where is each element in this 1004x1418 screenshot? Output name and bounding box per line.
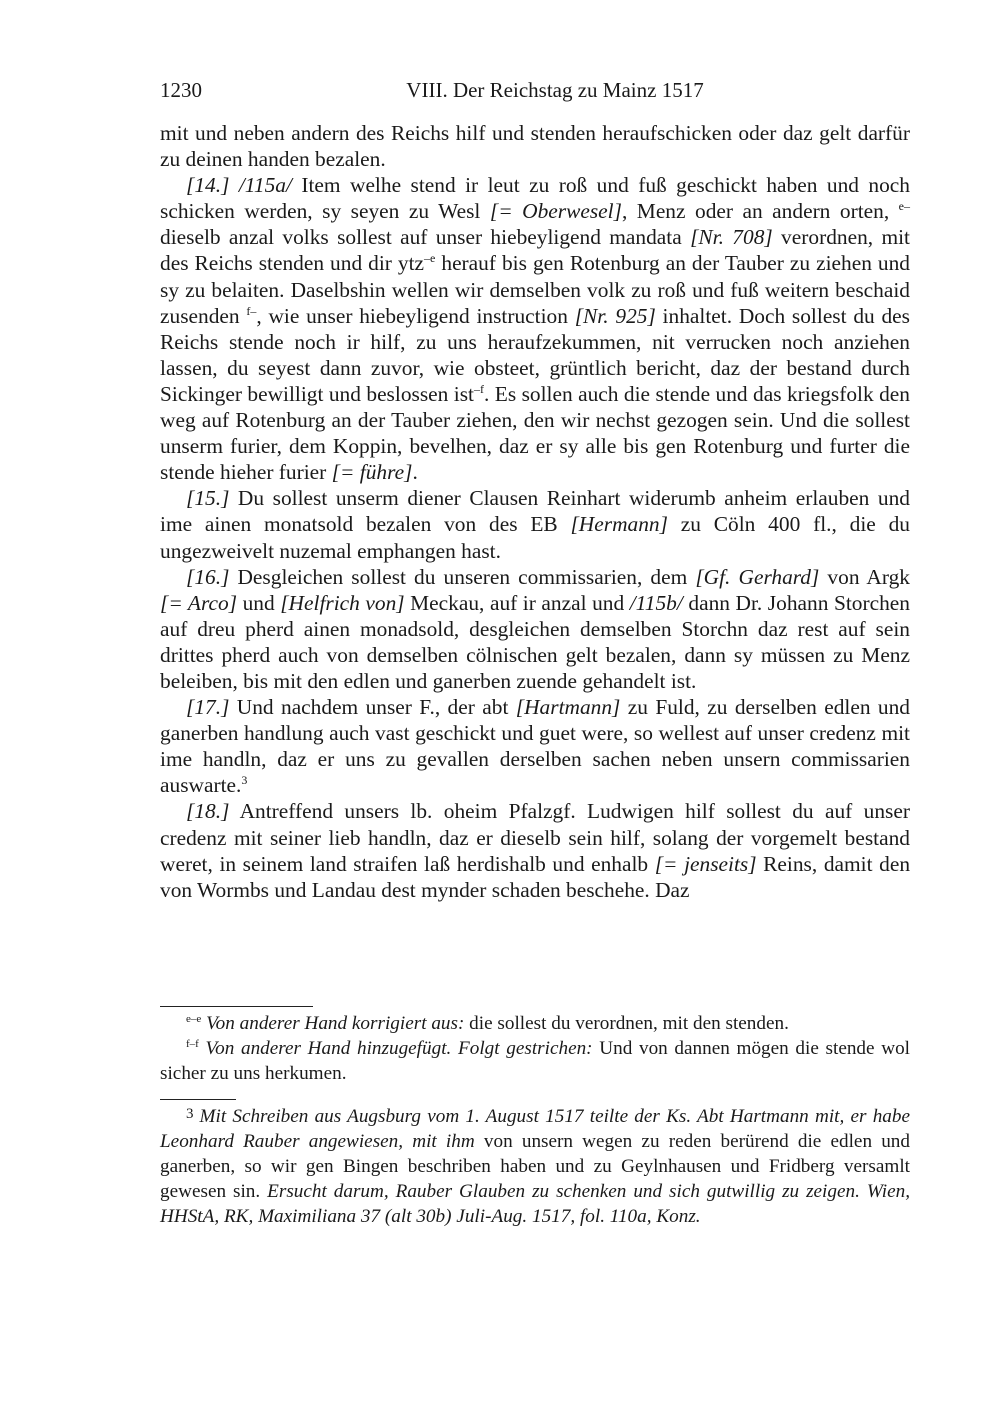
paragraph-number: [14.] <box>186 173 230 198</box>
paragraph-number: [17.] <box>186 695 230 720</box>
variant-mark: –f <box>474 381 484 396</box>
page-number: 1230 <box>160 78 202 102</box>
running-title: VIII. Der Reichstag zu Mainz 1517 <box>406 78 704 102</box>
editorial-note: [Nr. 925] <box>574 303 656 328</box>
editorial-note: [Helfrich von] <box>280 590 405 615</box>
editorial-note: [= Arco] <box>160 590 238 615</box>
editorial-note: [Hermann] <box>570 512 668 537</box>
running-header <box>160 78 910 108</box>
apparatus-note-f: $^{f-f}$ Von anderer Hand hinzugefügt. Folgt gestrichen: Und von dannen mögen die stende wol sicher zu uns herkumen. <box>160 1038 911 1084</box>
folio-marker: /115a/ <box>238 173 292 198</box>
main-text <box>160 120 910 903</box>
footnote-reference[interactable]: 3 <box>241 773 248 788</box>
paragraph-continued: mit und neben andern des Reichs hilf und stenden heraufschicken oder daz gelt darfür zu deinen handen bezalen. <box>160 121 910 172</box>
editorial-note: [= jenseits] <box>654 851 757 876</box>
footnote-3: $^3$ Mit Schreiben aus Augsburg vom 1. August 1517 teilte der Ks. Abt Hartmann mit, er habe Leonhard Rauber angewiesen, mit ihm von unsern wegen zu reden berürend die edlen und ganerben, so wir gen Bingen beschriben haben und zu Geylnhausen und Fridberg versamlt gewesen sin. Ersucht darum, Rauber Glauben zu schenken und sich gutwillig zu zeigen. Wien, HHStA, RK, Maximiliana 37 (alt 30b) Juli-Aug. 1517, fol. 110a, Konz. <box>160 1106 910 1227</box>
editorial-note: [Nr. 708] <box>690 225 773 250</box>
paragraph-14: [14.] /115a/ Item welhe stend ir leut zu roß und fuß geschickt haben und noch schicken werden, sy seyen zu Wesl [= Oberwesel], Menz oder an andern orten, $^{e-}$dieselb anzal volks sollest auf unser hiebeyligend mandata [Nr. 708] verordnen, mit des Reichs stenden und dir ytz$^{-e}$ herauf bis gen Rotenburg an der Tauber zu ziehen und sy zu belaiten. Daselbshin wellen wir demselben volk zu roß und fuß weitern beschaid zusenden $^{f-}$, wie unser hiebeyligend instruction [Nr. 925] inhaltet. Doch sollest du des Reichs stende noch ir hilf, zu uns heraufzekummen, nit verrucken noch anziehen lassen, du seyest dann zuvor, wie obsteet, grüntlich bericht, daz der bestand durch Sickinger bewilligt und beslossen ist$^{-f}$. Es sollen auch die stende und das kriegsfolk den weg auf Rotenburg an der Tauber ziehen, den wir nechst gezogen sein. Und die sollest unserm furier, dem Koppin, bevelhen, daz er sy alle bis gen Rotenburg und furter die stende hieher furier [= führe]. <box>160 173 911 485</box>
variant-mark: f– <box>246 303 257 318</box>
variant-mark: f–f <box>186 1038 199 1050</box>
variant-mark: e– <box>898 199 910 214</box>
paragraph-16: [16.] Desgleichen sollest du unseren commissarien, dem [Gf. Gerhard] von Argk [= Arco] und [Helfrich von] Meckau, auf ir anzal und /115b/ dann Dr. Johann Storchen auf dreu pherd ainen monadsold, desgleichen demselben Storchn daz rest auf sein drittes pherd auch von demselben cölnischen gelt bezalen, dann sy müssen zu Menz beleiben, bis mit den edlen und ganerben zuende gehandelt ist. <box>160 564 910 693</box>
footnotes <box>160 1104 910 1229</box>
variant-mark: –e <box>424 251 436 266</box>
folio-marker: /115b/ <box>629 590 683 615</box>
footnote-rule <box>160 1099 236 1100</box>
editorial-note: [= Oberwesel] <box>489 199 622 224</box>
editorial-note: [Hartmann] <box>515 695 621 720</box>
apparatus-rule <box>160 1006 313 1007</box>
paragraph-number: [16.] <box>186 564 230 589</box>
variant-mark: e–e <box>186 1013 202 1025</box>
paragraph-17: [17.] Und nachdem unser F., der abt [Hartmann] zu Fuld, zu derselben edlen und ganerben handlung auch vast geschickt und guet were, so wellest auf unser credenz mit ime handln, daz er uns zu gevallen derselben sachen neben unsern commissarien auswarte.$^3$ <box>160 695 910 798</box>
critical-apparatus <box>160 1011 910 1086</box>
editorial-note: [Gf. Gerhard] <box>695 564 820 589</box>
paragraph-15: [15.] Du sollest unserm diener Clausen Reinhart widerumb anheim erlauben und ime ainen monatsold bezalen von des EB [Hermann] zu Cöln 400 fl., die du ungezweivelt nuzemal emphangen hast. <box>160 486 910 563</box>
footnote-number: 3 <box>186 1106 194 1122</box>
apparatus-note-e: $^{e-e}$ Von anderer Hand korrigiert aus: die sollest du verordnen, mit den stenden. <box>186 1013 789 1034</box>
editorial-note: [= führe] <box>331 460 413 485</box>
paragraph-18: [18.] Antreffend unsers lb. oheim Pfalzgf. Ludwigen hilf sollest du auf unser credenz mit seiner lieb handln, daz er dieselb sein hilf, solang der vorgemelt bestand weret, in seinem land straifen laß herdishalb und enhalb [= jenseits] Reins, damit den von Wormbs und Landau dest mynder schaden beschehe. Daz <box>160 799 911 902</box>
paragraph-number: [15.] <box>186 486 230 511</box>
paragraph-number: [18.] <box>186 799 230 824</box>
